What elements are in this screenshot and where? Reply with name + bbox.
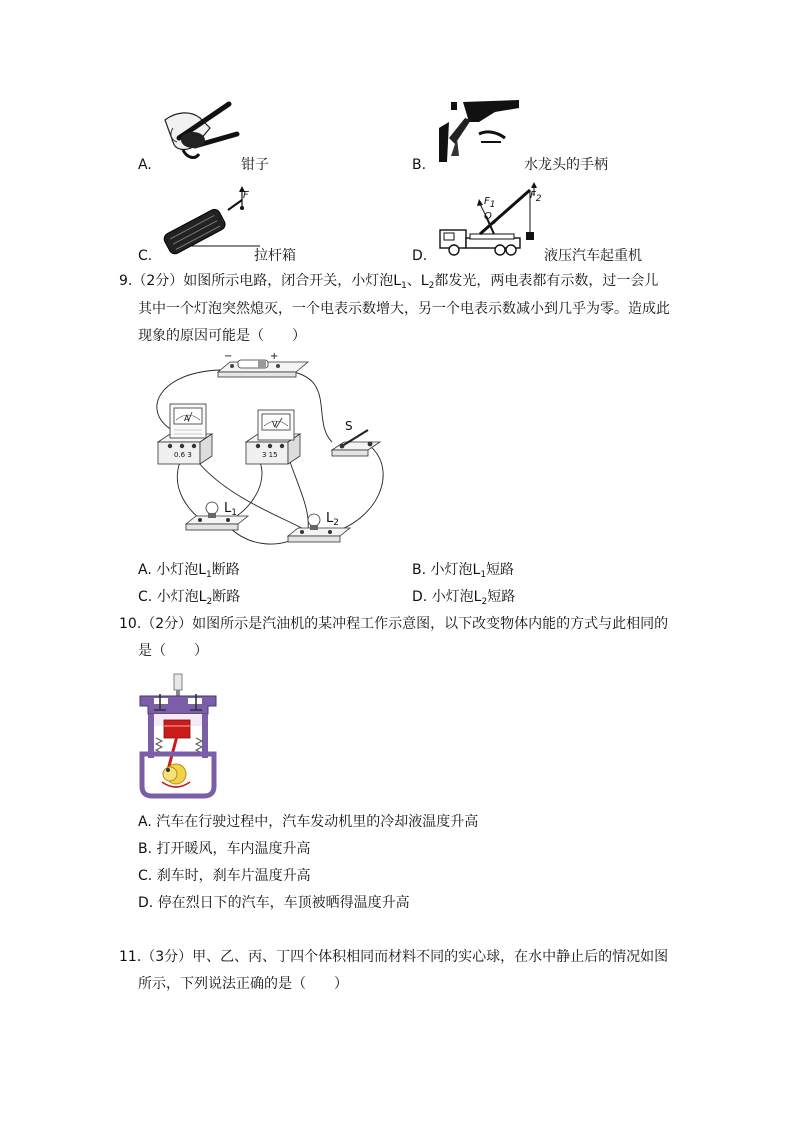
bulb-l1-icon (186, 502, 248, 530)
q9-option-c: C. 小灯泡$L_2$断路 (138, 589, 241, 607)
switch-label: S (345, 419, 353, 433)
q9-stem-line-3: 现象的原因可能是（ ） (138, 328, 306, 344)
ammeter-terminals: 0.6 3 (174, 451, 192, 459)
q10-option-a: A. 汽车在行驶过程中，汽车发动机里的冷却液温度升高 (138, 814, 479, 830)
q9-option-d: D. 小灯泡$L_2$短路 (412, 589, 516, 607)
switch-icon (332, 430, 380, 456)
battery-minus-label: − (224, 351, 233, 362)
q10-option-c: C. 刹车时，刹车片温度升高 (138, 868, 311, 884)
ammeter-label: A (184, 414, 190, 423)
gasoline-engine-figure (136, 674, 222, 798)
q8-d-f2-label: F2 (530, 190, 542, 204)
q8-d-o-label: O (484, 211, 492, 222)
q10-stem-line-2: 是（ ） (138, 643, 208, 659)
faucet-handle-figure (435, 98, 525, 164)
q8-option-d-label: 液压汽车起重机 (544, 248, 642, 264)
q11-stem-line-2: 所示，下列说法正确的是（ ） (138, 976, 348, 992)
q8-option-a-letter: A. (138, 157, 152, 173)
battery-icon (218, 360, 308, 377)
q8-option-c-label: 拉杆箱 (254, 248, 296, 264)
battery-plus-label: + (270, 351, 279, 362)
q9-stem-line-1: 9.（2分）如图所示电路，闭合开关，小灯泡$L_1$、$L_2$都发光，两电表都有示数，过一会儿 (119, 273, 659, 291)
q8-c-force-label: F (243, 190, 249, 201)
q8-d-f1-label: F1 (484, 196, 496, 210)
pliers-figure (155, 98, 250, 168)
q11-stem-line-1: 11.（3分）甲、乙、丙、丁四个体积相同而材料不同的实心球，在水中静止后的情况如图 (119, 949, 669, 965)
q8-option-b-label: 水龙头的手柄 (524, 157, 608, 173)
q8-option-c-letter: C. (138, 248, 153, 264)
circuit-figure (140, 350, 390, 550)
voltmeter-label: V (272, 420, 278, 429)
l1-label: $L_1$ (224, 501, 237, 518)
q8-option-d-letter: D. (412, 248, 428, 264)
q8-option-a-label: 钳子 (241, 157, 269, 173)
q10-stem-line-1: 10.（2分）如图所示是汽油机的某冲程工作示意图，以下改变物体内能的方式与此相同的 (119, 616, 669, 632)
q9-option-a: A. 小灯泡$L_1$断路 (138, 562, 240, 580)
q10-option-b: B. 打开暖风，车内温度升高 (138, 841, 311, 857)
q8-option-b-letter: B. (412, 157, 427, 173)
q10-option-d: D. 停在烈日下的汽车，车顶被晒得温度升高 (138, 895, 410, 911)
bulb-l2-icon (288, 511, 350, 542)
voltmeter-terminals: 3 15 (262, 451, 278, 459)
q9-option-b: B. 小灯泡$L_1$短路 (412, 562, 515, 580)
q9-stem-line-2: 其中一个灯泡突然熄灭，一个电表示数增大，另一个电表示数减小到几乎为零。造成此 (138, 301, 670, 317)
l2-label: $L_2$ (326, 511, 339, 528)
